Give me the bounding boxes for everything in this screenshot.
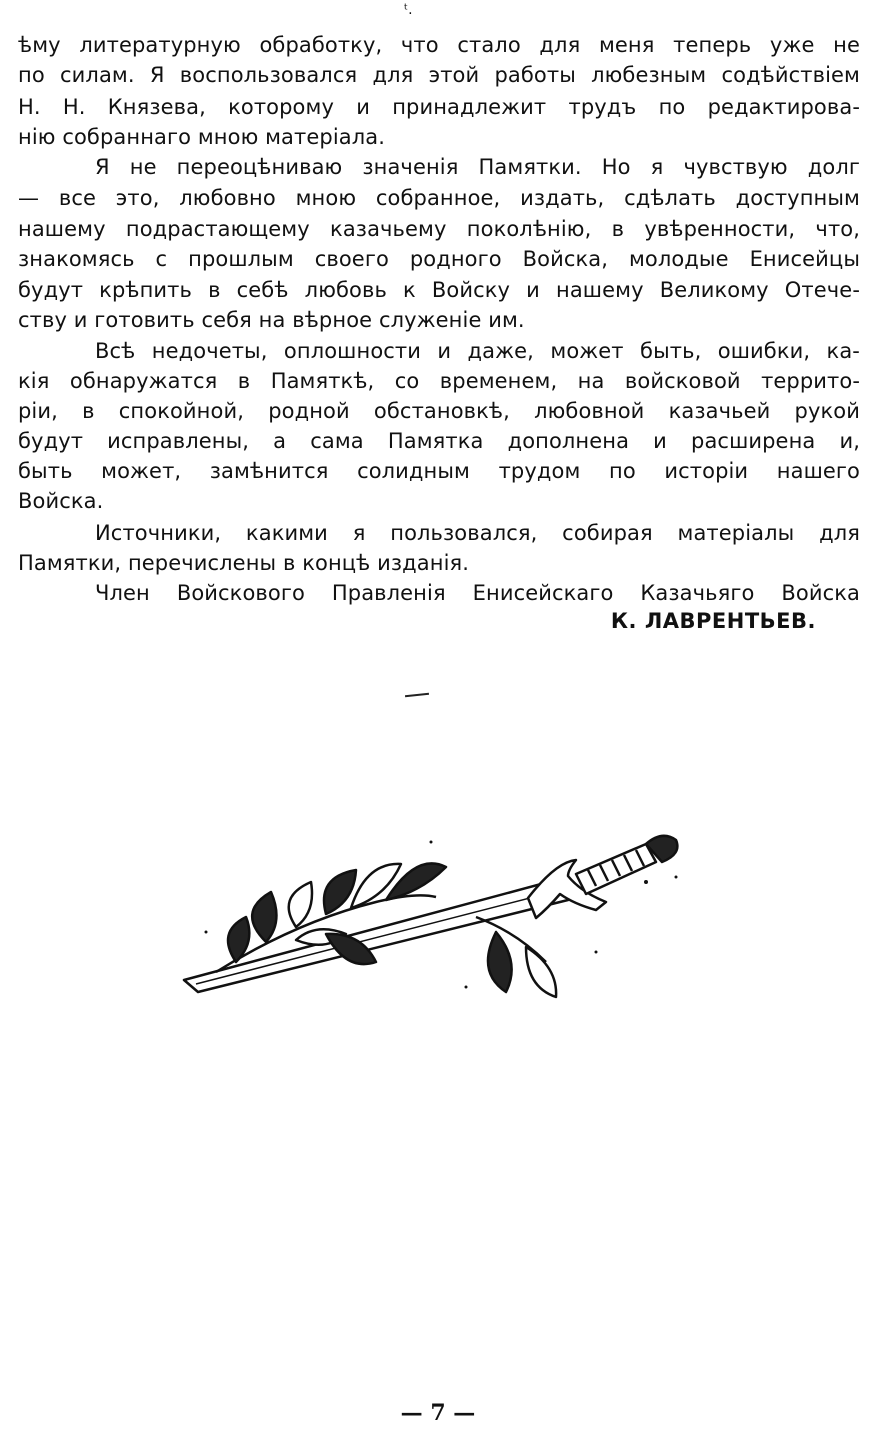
text-line: Войска. — [18, 489, 104, 513]
text-line: будут крѣпить в себѣ любовь к Войску и нашему Великому Отече- — [18, 278, 860, 302]
text-line: — все это, любовно мною собранное, издать, сдѣлать доступным — [18, 186, 860, 210]
text-line: ству и готовить себя на вѣрное служенiе им. — [18, 308, 525, 332]
text-line: ѣму литературную обработку, что стало для меня теперь уже не — [18, 33, 860, 57]
text-line: будут исправлены, а сама Памятка дополнена и расширена и, — [18, 429, 860, 453]
text-line: Памятки, перечислены в концѣ изданiя. — [18, 551, 470, 575]
text-line: Н. Н. Князева, которому и принадлежит трудъ по редактирова- — [18, 95, 860, 119]
text-line: знакомясь с прошлым своего родного Войска, молодые Енисейцы — [18, 247, 860, 271]
print-mark: ᵗ. — [404, 2, 413, 18]
text-line: рiи, в спокойной, родной обстановкѣ, любовной казачьей рукой — [18, 399, 860, 423]
text-line: нiю собраннаго мною матерiала. — [18, 125, 385, 149]
text-line: по силам. Я воспользовался для этой работы любезным содѣйствiем — [18, 63, 860, 87]
text-line: Я не переоцѣниваю значенiя Памятки. Но я чувствую долг — [95, 155, 860, 179]
page-number: — 7 — — [400, 1400, 476, 1426]
ornament-dash — [405, 693, 429, 697]
signature-name: К. ЛАВРЕНТЬЕВ. — [610, 609, 816, 633]
signature-title: Член Войскового Правленiя Енисейскаго Казачьяго Войска — [95, 581, 860, 605]
text-line: быть может, замѣнится солидным трудом по исторiи нашего — [18, 459, 860, 483]
text-line: кiя обнаружатся в Памяткѣ, со временем, на войсковой террито- — [18, 369, 860, 393]
sword-laurel-icon — [176, 822, 706, 1022]
text-line: Источники, какими я пользовался, собирая матерiалы для — [95, 521, 860, 545]
text-line: Всѣ недочеты, оплошности и даже, может быть, ошибки, ка- — [95, 339, 860, 363]
text-line: нашему подрастающему казачьему поколѣнiю, в увѣренности, что, — [18, 217, 860, 241]
